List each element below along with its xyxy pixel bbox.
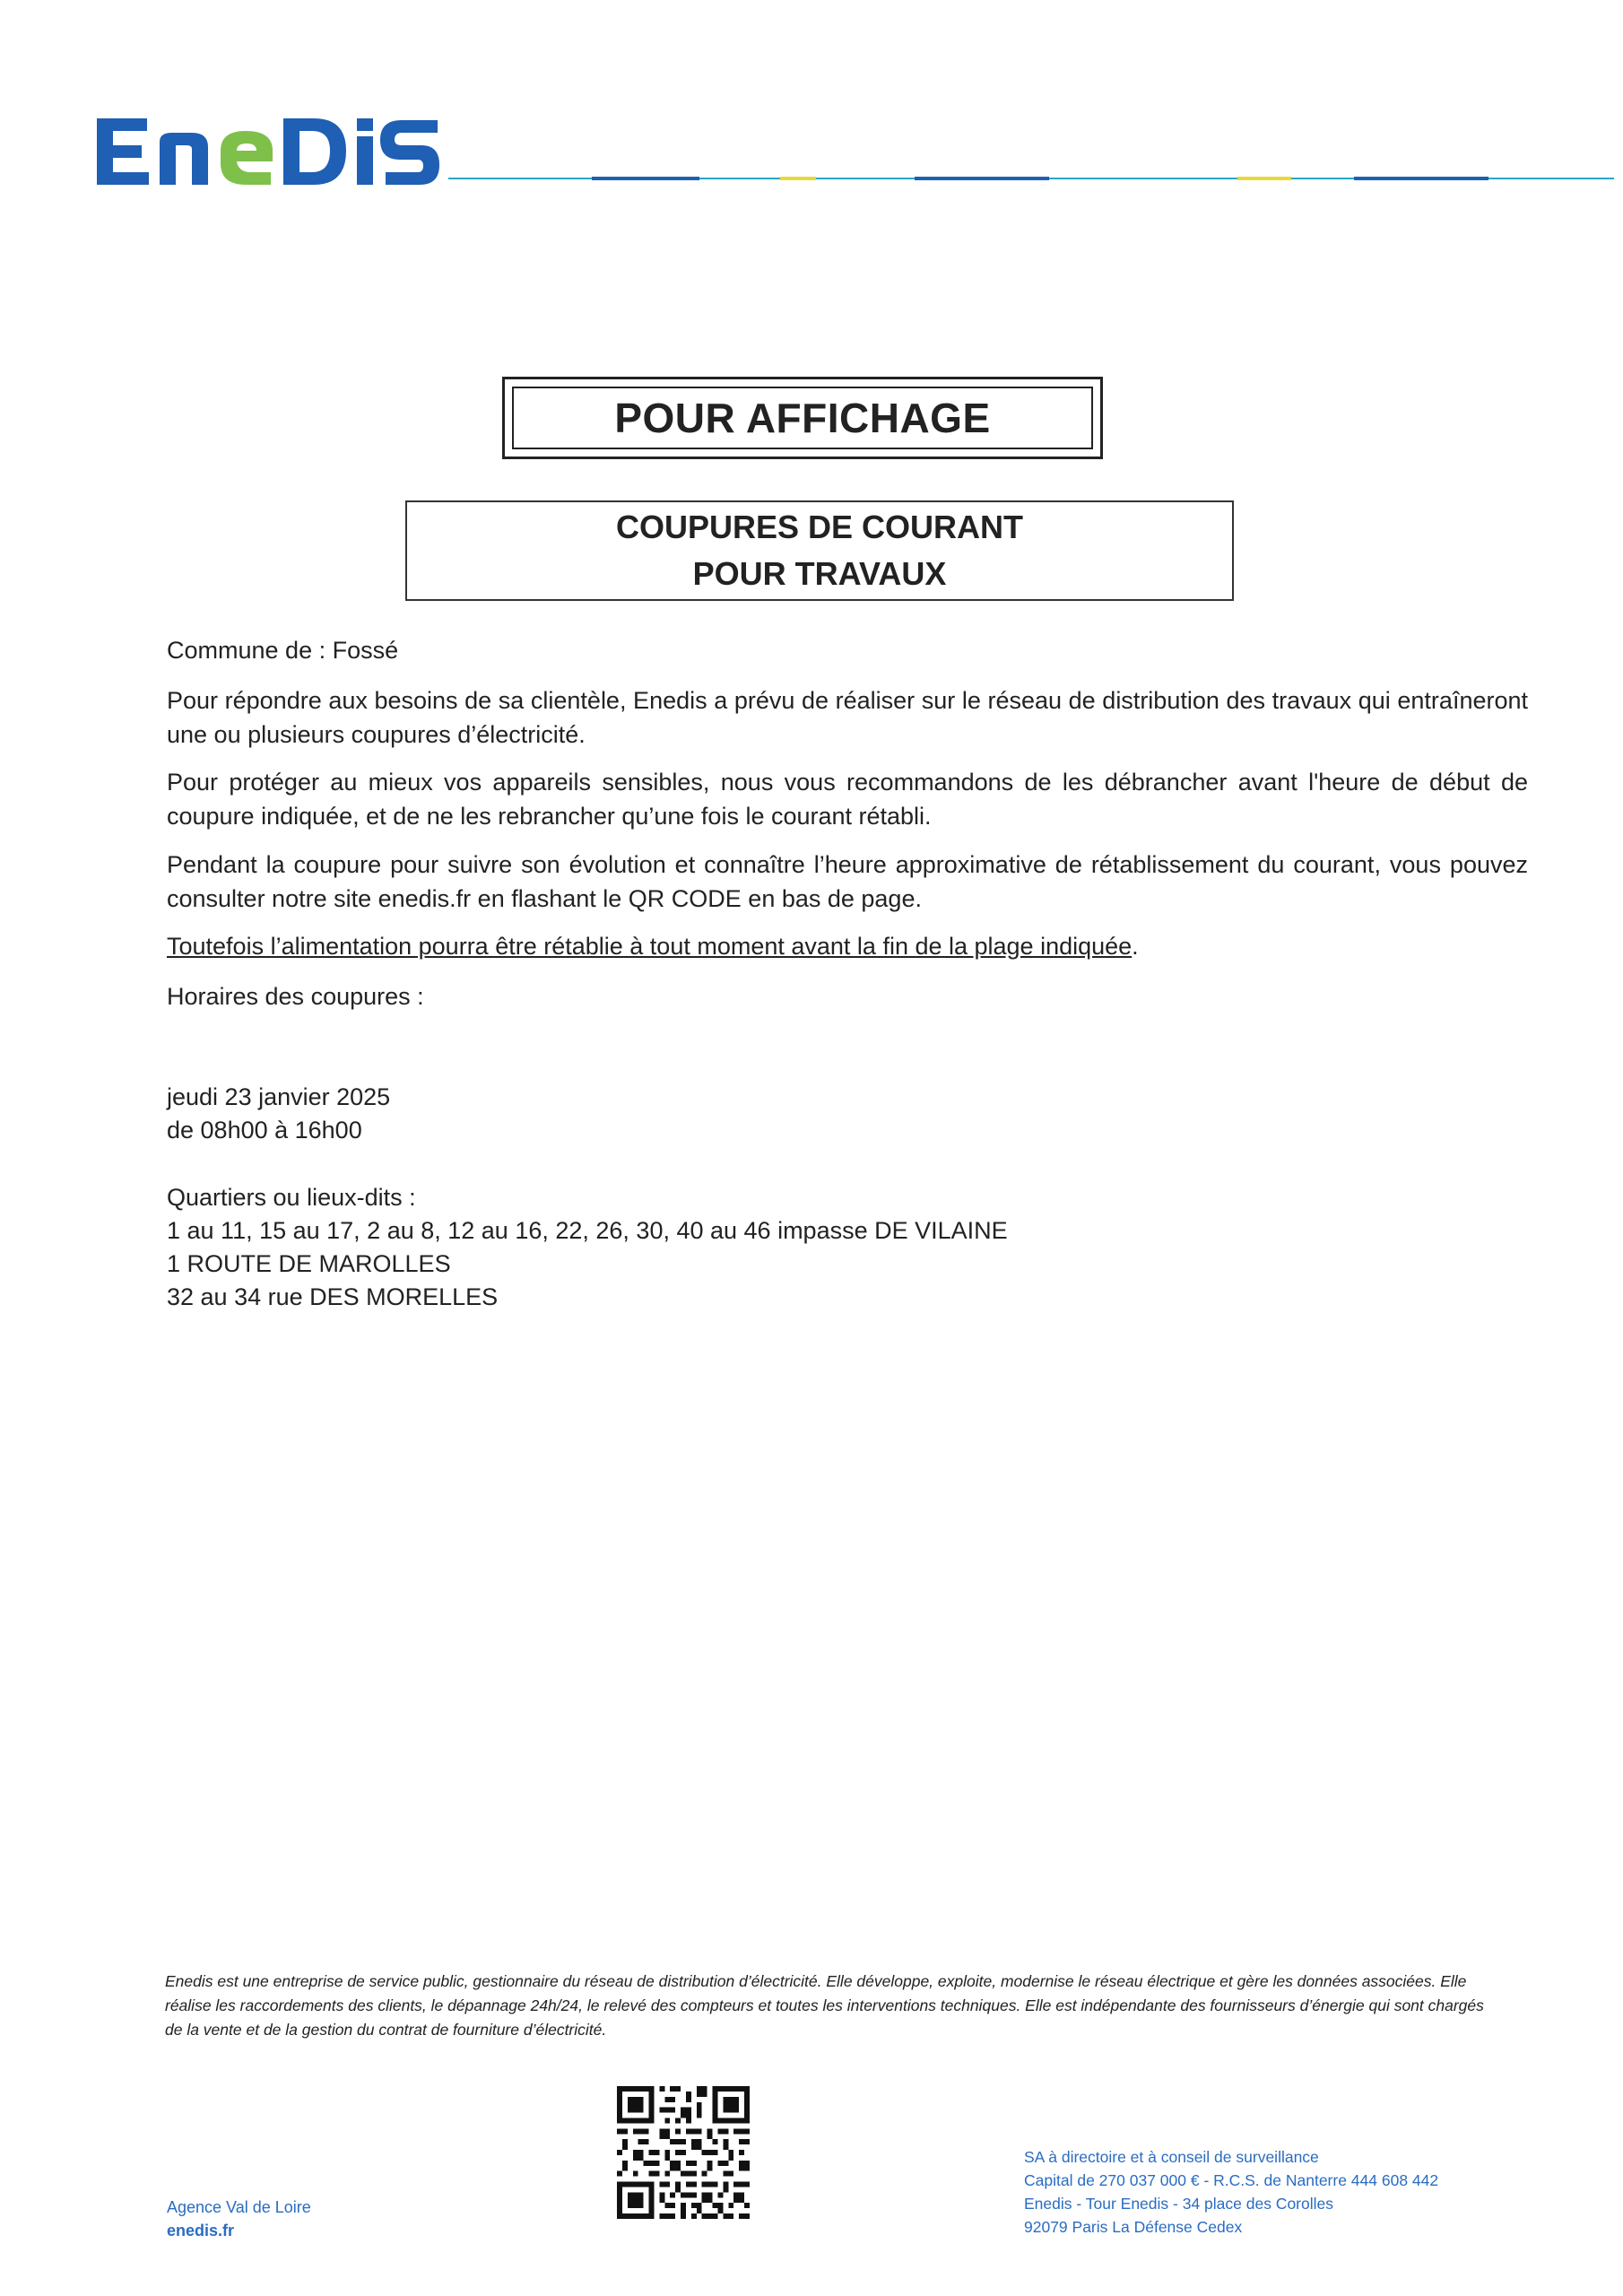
paragraph-intro: Pour répondre aux besoins de sa clientèle, Enedis a prévu de réaliser sur le réseau de distribution des travaux qui entraîneront une ou plusieurs coupures d’électricité. xyxy=(167,687,1528,748)
pour-affichage-banner xyxy=(502,377,1103,459)
warning-text: Toutefois l’alimentation pourra être rétablie à tout moment avant la fin de la plage indiquée xyxy=(167,933,1133,960)
paragraph-suivi: Pendant la coupure pour suivre son évolution et connaître l’heure approximative de rétablissement du courant, vous pouvez consulter notre site enedis.fr en flashant le QR CODE en bas de page. xyxy=(167,851,1528,912)
legal-line: SA à directoire et à conseil de surveillance xyxy=(1024,2148,1319,2166)
notice-title-line2: POUR TRAVAUX xyxy=(692,555,947,592)
legal-line: Capital de 270 037 000 € - R.C.S. de Nanterre 444 608 442 xyxy=(1024,2171,1439,2189)
header-rule xyxy=(448,176,1614,181)
warning-line xyxy=(167,929,1528,963)
paragraph-appareils: Pour protéger au mieux vos appareils sensibles, nous vous recommandons de les débrancher avant l'heure de début de coupure indiquée, et de ne les rebrancher qu’une fois le courant rétabli. xyxy=(167,769,1528,830)
legal-block xyxy=(1024,2145,1438,2239)
agency-name: Agence Val de Loire xyxy=(167,2198,311,2216)
quartiers-label: Quartiers ou lieux-dits : xyxy=(167,1184,416,1211)
enedis-about-note: Enedis est une entreprise de service public, gestionnaire du réseau de distribution d’électricité. Elle développe, exploite, modernise le réseau électrique et gère les données associées. Elle réalise les raccordements des clients, le dépannage 24h/24, le relevé des compteurs et toutes les interventions techniques. Elle est indépendante des fournisseurs d’énergie qui sont chargés de la vente et de la gestion du contrat de fourniture d’électricité. xyxy=(165,1972,1484,2039)
legal-line: Enedis - Tour Enedis - 34 place des Corolles xyxy=(1024,2195,1334,2213)
location-item: 1 au 11, 15 au 17, 2 au 8, 12 au 16, 22, 26, 30, 40 au 46 impasse DE VILAINE xyxy=(167,1217,1008,1244)
notice-title-line1: COUPURES DE COURANT xyxy=(615,509,1024,545)
website-link[interactable]: enedis.fr xyxy=(167,2222,235,2239)
notice-title-box xyxy=(405,500,1234,601)
outage-date: jeudi 23 janvier 2025 xyxy=(167,1083,391,1110)
warning-period: . xyxy=(1132,933,1139,960)
outage-time-range: de 08h00 à 16h00 xyxy=(167,1117,362,1144)
horaires-label: Horaires des coupures : xyxy=(167,983,424,1010)
commune-line: Commune de : Fossé xyxy=(167,637,399,664)
qr-code[interactable] xyxy=(617,2086,750,2219)
location-item: 32 au 34 rue DES MORELLES xyxy=(167,1283,499,1310)
location-item: 1 ROUTE DE MAROLLES xyxy=(167,1250,451,1277)
legal-line: 92079 Paris La Défense Cedex xyxy=(1024,2218,1243,2236)
enedis-logo xyxy=(93,106,443,196)
pour-affichage-text: POUR AFFICHAGE xyxy=(512,387,1093,449)
agency-block xyxy=(167,2196,311,2242)
